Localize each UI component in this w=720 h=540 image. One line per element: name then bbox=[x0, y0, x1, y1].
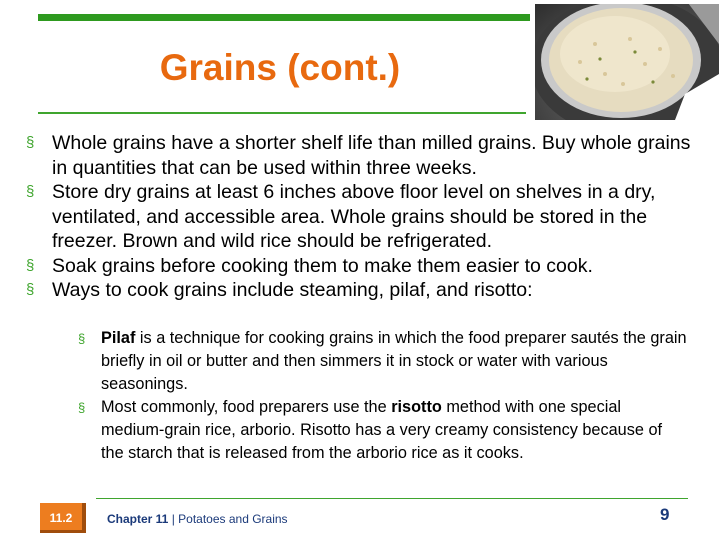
bullet-item: § Whole grains have a shorter shelf life than milled grains. Buy whole grains in quantities that can be used within three weeks. bbox=[26, 131, 706, 180]
slide-title: Grains (cont.) bbox=[159, 47, 401, 88]
chapter-label: Chapter 11 bbox=[107, 512, 169, 526]
term-risotto: risotto bbox=[391, 398, 442, 416]
footer-divider bbox=[96, 498, 688, 499]
risotto-intro: Most commonly, food preparers use the bbox=[101, 398, 392, 416]
term-pilaf: Pilaf bbox=[101, 329, 136, 347]
main-bullet-list bbox=[26, 131, 706, 303]
sub-bullet-risotto bbox=[78, 396, 688, 465]
page-number: 9 bbox=[660, 505, 670, 524]
top-accent-bar bbox=[38, 14, 530, 21]
sub-bullet-pilaf bbox=[78, 327, 688, 396]
chapter-title: Potatoes and Grains bbox=[178, 512, 288, 526]
bullet-item: § Store dry grains at least 6 inches above floor level on shelves in a dry, ventilated, and accessible area. Whole grains should be stored in the freezer. Brown and wild rice should be refrigerated. bbox=[26, 180, 706, 254]
bullet-item: § Soak grains before cooking them to make them easier to cook. bbox=[26, 254, 706, 279]
section-number: 11.2 bbox=[49, 511, 73, 525]
rice-pan-photo bbox=[535, 4, 719, 120]
risotto-description: method with one special medium-grain rice, arborio. Risotto has a very creamy consistency because of the starch that is released from the arborio rice as it cooks. bbox=[101, 398, 663, 462]
section-badge bbox=[40, 503, 86, 533]
chapter-footer bbox=[107, 512, 288, 526]
chapter-separator: | bbox=[168, 512, 179, 526]
sub-bullet-list bbox=[78, 327, 688, 465]
bullet-item: § Ways to cook grains include steaming, pilaf, and risotto: bbox=[26, 278, 706, 303]
pilaf-description: is a technique for cooking grains in which the food preparer sautés the grain briefly in oil or butter and then simmers it in stock or water with various seasonings. bbox=[101, 329, 687, 393]
title-divider bbox=[38, 112, 526, 114]
